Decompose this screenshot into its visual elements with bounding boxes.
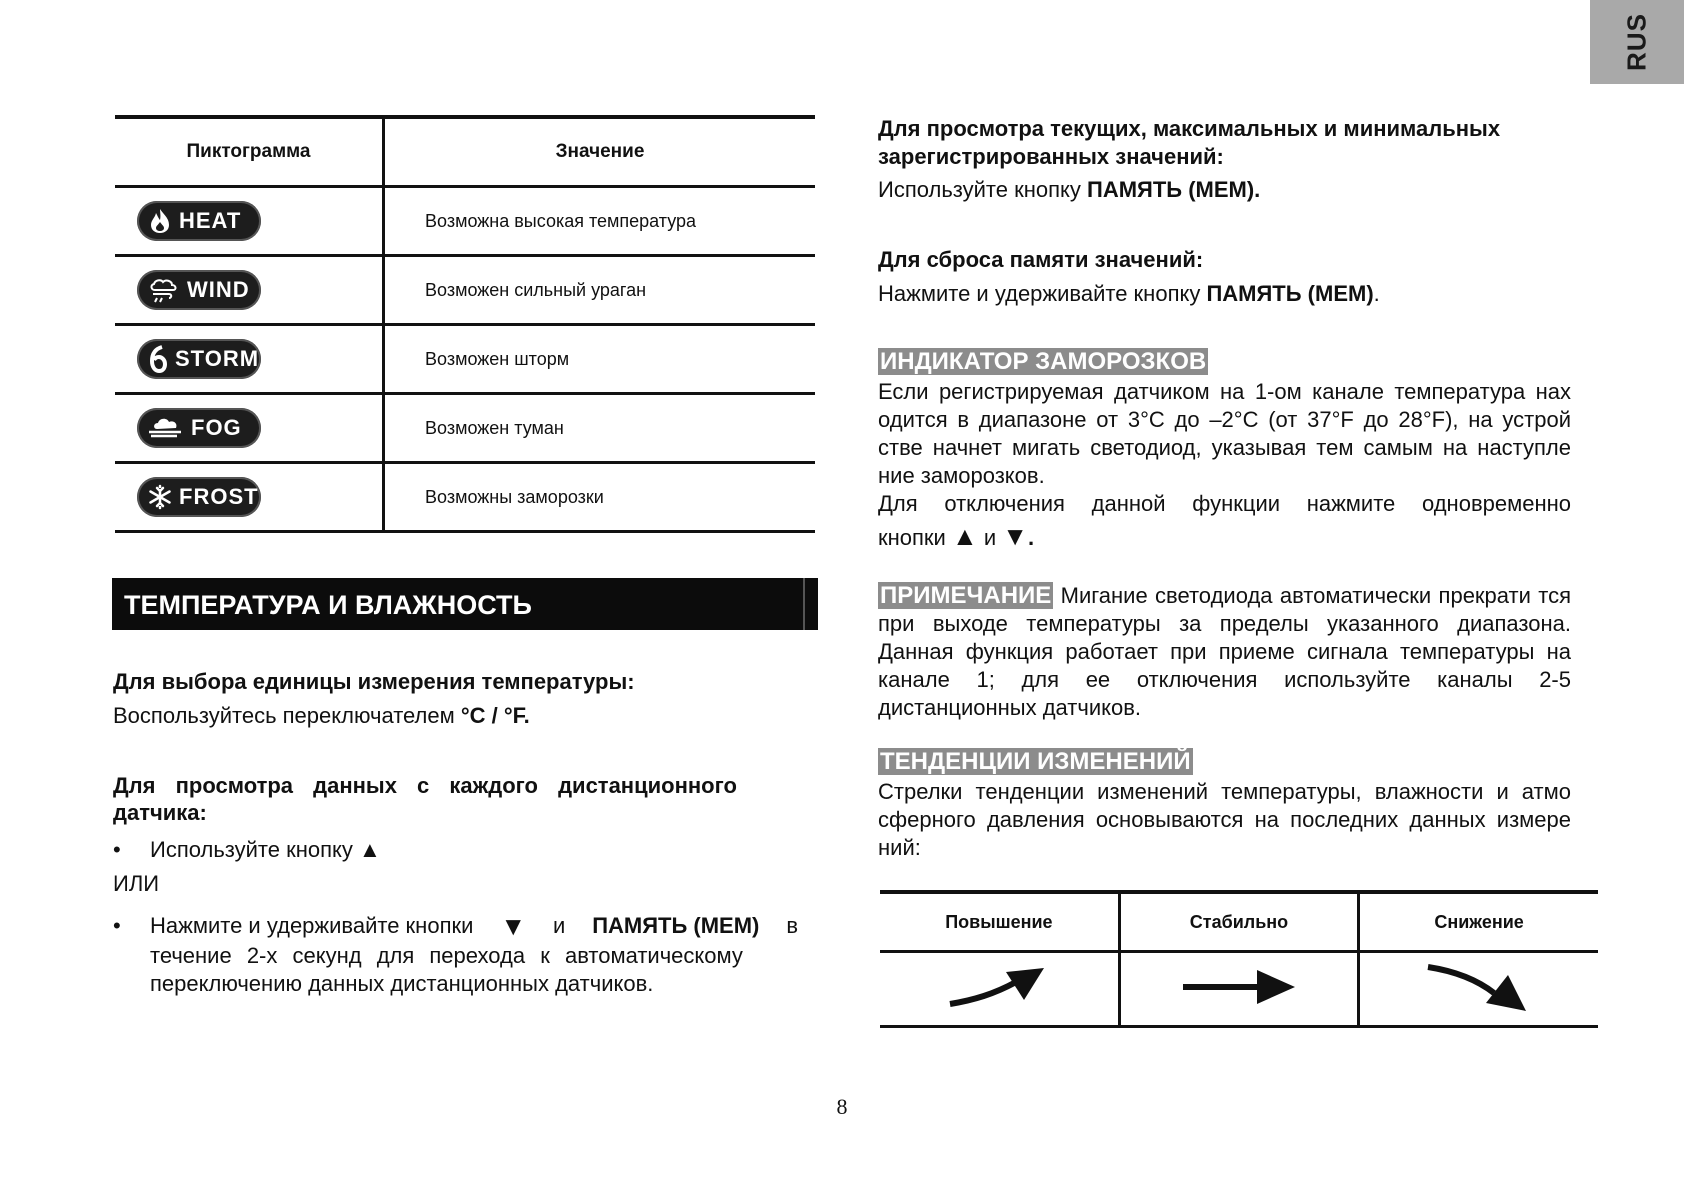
table-row [115,325,815,394]
down-arrow-icon: ▼ [1002,521,1028,551]
bullet2-line2: течение 2-х секунд для перехода к автоматическому [150,943,743,968]
remote-heading-line1: Для просмотра данных с каждого дистанционного [113,773,737,798]
bullet2-line3: переключению данных дистанционных датчиков. [150,971,654,996]
meaning-cell: Возможен шторм [425,348,570,369]
unit-text: Воспользуйтесь переключателем °C / °F. [113,703,530,728]
storm-icon: STORM [137,339,261,379]
fog-icon: FOG [137,408,261,448]
trend-header-row [880,892,1598,952]
up-arrow-icon: ▲ [951,521,978,551]
trend-arrows-table [880,890,1598,1028]
frost-paragraph-2-end: кнопки ▲ и ▼. [878,521,1035,551]
trend-stable-label: Стабильно [1119,892,1358,952]
bullet2-line1: Нажмите и удерживайте кнопки ▼ и ПАМЯТЬ (MEM) в [150,911,798,941]
heat-icon: HEAT [137,201,261,241]
table-header-row [115,117,815,187]
language-tab-label: RUS [1621,13,1652,71]
steady-arrow-icon [1179,962,1299,1012]
frost-indicator-title: ИНДИКАТОР ЗАМОРОЗКОВ [880,348,1207,375]
section-header-temperature-humidity: ТЕМПЕРАТУРА И ВЛАЖНОСТЬ [112,578,818,630]
meaning-cell: Возможен сильный ураган [425,279,647,300]
bullet-dot: • [113,913,121,938]
note-paragraph: ПРИМЕЧАНИЕ Мигание светодиода автоматически прекрати тся при выходе температуры за пределы указанного диапазона. Данная функция работает при приеме сигнала температуры на канале 1; для ее отключения используйте каналы 2-5 дистанционных датчиков. [878,582,1571,720]
note-title: ПРИМЕЧАНИЕ [880,582,1052,609]
meaning-cell: Возможны заморозки [425,486,604,507]
frost-paragraph-2: Для отключения данной функции нажмите одновременно [878,491,1571,516]
table-row [115,463,815,532]
header-meaning: Значение [555,141,645,162]
down-arrow-icon: ▼ [500,911,527,941]
trend-down-label: Снижение [1434,911,1524,932]
reset-heading: Для сброса памяти значений: [878,247,1204,272]
page-number: 8 [836,1094,848,1119]
icon-meaning-table [115,115,815,533]
falling-arrow-icon [1424,959,1534,1015]
wind-icon: WIND [137,270,261,310]
bullet-dot: • [113,837,121,862]
reset-text: Нажмите и удерживайте кнопку ПАМЯТЬ (MEM). [878,281,1380,306]
trend-up-label: Повышение [880,892,1119,952]
unit-heading: Для выбора единицы измерения температуры: [113,669,635,694]
trend-arrow-row [880,952,1598,1027]
trend-paragraph: Стрелки тенденции изменений температуры, влажности и атмо сферного давления основываются на последних данных измере ний: [878,779,1571,860]
rising-arrow-icon [944,962,1054,1012]
up-arrow-icon: ▲ [359,837,381,862]
trend-title: ТЕНДЕНЦИИ ИЗМЕНЕНИЙ [880,748,1191,775]
header-pictogram: Пиктограмма [115,117,384,187]
table-row [115,187,815,256]
bullet1: Используйте кнопку ▲ [150,837,381,862]
table-row [115,394,815,463]
frost-icon: FROST [137,477,261,517]
remote-heading-line2: датчика: [113,800,207,825]
mem-text: Используйте кнопку ПАМЯТЬ (MEM). [878,177,1261,202]
or-text: ИЛИ [113,871,160,896]
table-row [115,256,815,325]
meaning-cell: Возможен туман [425,417,564,438]
frost-paragraph: Если регистрируемая датчиком на 1-ом канале температура нах одится в диапазоне от 3°C до –2°C (от 37°F до 28°F), на устрой стве начнет мигать светодиод, указывая тем самым на наступле ние заморозков. [878,379,1571,488]
meaning-cell: Возможна высокая температура [425,210,697,231]
language-tab [1590,0,1684,84]
mem-heading: Для просмотра текущих, максимальных и минимальных зарегистрированных значений: [878,116,1501,169]
